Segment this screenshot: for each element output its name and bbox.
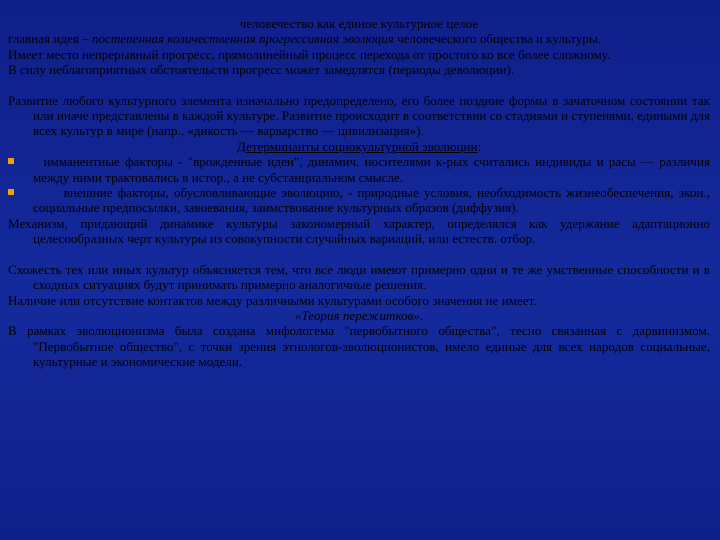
theory-title-text: «Теория пережитков». <box>294 307 424 323</box>
main-idea-emphasis: постепенная количественная прогрессивная эволюция <box>91 31 394 47</box>
paragraph-primitive-society: В рамках эволюционизма была создана мифологема "первобытного общества", тесно связанная с дарвинизмом. "Первобытное общество", с точки зрения этнологов-эволюционистов, имело единые для всех народов социальные, культурные и экономические модели. <box>8 323 710 370</box>
bullet-external-factors <box>8 185 714 216</box>
spacer <box>8 78 710 93</box>
square-bullet-icon <box>8 189 14 195</box>
determinants-heading-text: Детерминанты социокультурной эволюции <box>236 138 478 154</box>
paragraph-main-idea <box>8 31 710 46</box>
theory-title <box>8 308 710 323</box>
paragraph-contacts: Наличие или отсутствие контактов между различными культурами особого значения не имеет. <box>8 292 537 308</box>
main-idea-prefix: главная идея – <box>8 31 92 47</box>
spacer <box>8 247 710 262</box>
determinants-heading-colon: : <box>477 138 482 154</box>
paragraph-development: Развитие любого культурного элемента изначально предопределено, его более поздние формы в зачаточном состоянии так или иначе представлены в каждой культуре. Развитие происходит в соответствии со стадиями и ступенями, едиными для всех культур в мире (напр., «дикость — варварство — цивилизация»). <box>8 92 710 139</box>
bullet-external-text: внешние факторы, обусловливающие эволюцию, - природные условия, необходимость жизнеобеспечения, экон., социальные предпосылки, завоевания, заимствование культурных образов (диффузия). <box>33 185 714 216</box>
paragraph-similarity: Схожесть тех или иных культур объясняется тем, что все люди имеют примерно одни и те же умственные способности и в сходных ситуациях будут принимать примерно аналогичные решения. <box>8 261 710 293</box>
bullet-immanent-factors <box>8 154 714 185</box>
square-bullet-icon <box>8 158 14 164</box>
paragraph-progress: Имеет место непрерывный прогресс, прямолинейный процесс перехода от простого ко все более сложному. <box>8 46 611 62</box>
slide-title: человечество как единое культурное целое <box>239 16 479 31</box>
paragraph-mechanism: Механизм, придающий динамике культуры закономерный характер, определялся как удержание адаптационно целесообразных черт культуры из совокупности случайных вариаций, или естеств. отбор. <box>8 215 710 247</box>
bullet-immanent-text: имманентные факторы - "врожденные идеи", динамич. носителями к-рых считались индивиды и расы — различия между ними трактовались в истор., а не субстанциальном смысле. <box>33 154 714 185</box>
determinants-heading <box>8 139 710 154</box>
paragraph-devolution: В силу неблагоприятных обстоятельств прогресс может замедлятся (периоды деволюции). <box>8 62 515 78</box>
main-idea-suffix: человеческого общества и культуры. <box>393 31 602 47</box>
